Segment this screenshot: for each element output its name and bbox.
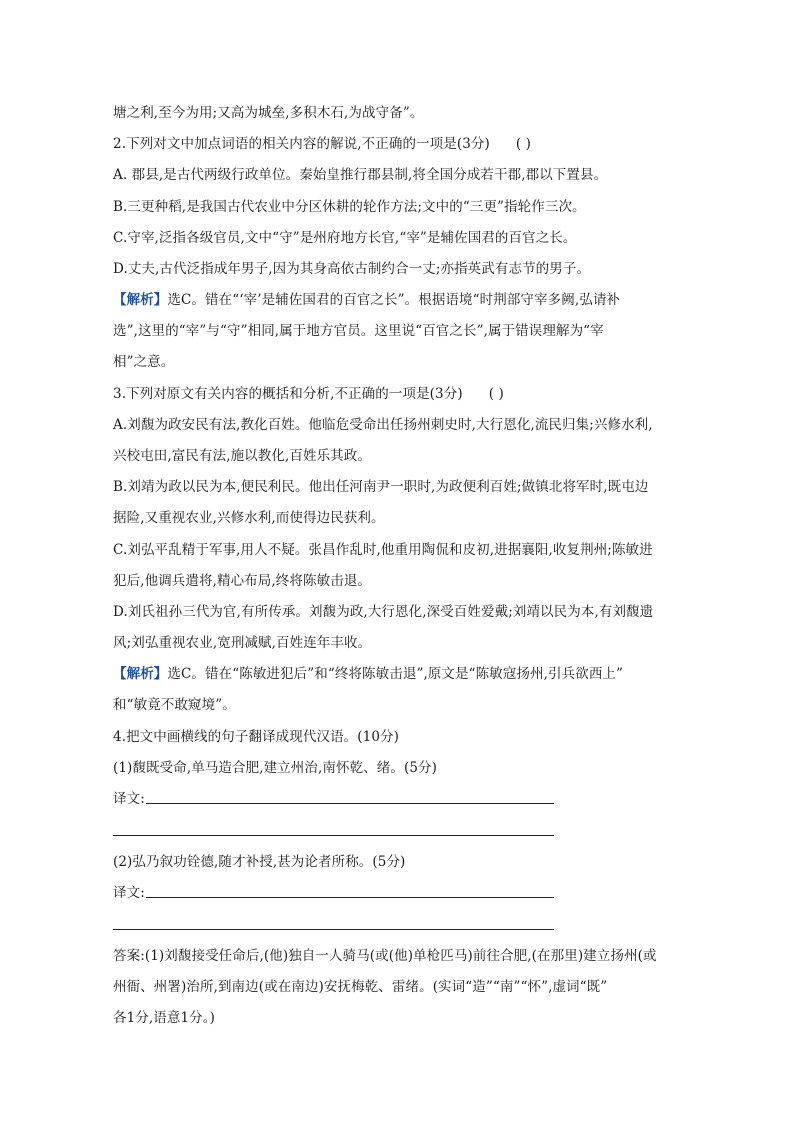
option-b: B.三更种稻,是我国古代农业中分区休耕的轮作方法;文中的“三更”指轮作三次。 bbox=[113, 199, 586, 215]
analysis-line: 【解析】选C。错在“‘宰’是辅佐国君的百官之长”。根据语境“时荆部守宰多阙,弘请补 bbox=[113, 292, 621, 308]
sub-question-1: (1)馥既受命,单马造合肥,建立州治,南怀乾、绪。(5分) bbox=[113, 760, 438, 776]
analysis-tag: 【解析】 bbox=[113, 292, 168, 308]
answer-line: 各1分,语意1分。) bbox=[113, 1010, 215, 1026]
answer-line: 答案:(1)刘馥接受任命后,(他)独自一人骑马(或(他)单枪匹马)前往合肥,(在那里)建立扬州(或 bbox=[113, 948, 657, 964]
option-d-cont: 风;刘弘重视农业,宽刑减赋,百姓连年丰收。 bbox=[113, 635, 372, 651]
translation-label: 译文: bbox=[113, 885, 145, 901]
sub-question-2: (2)弘乃叙功铨德,随才补授,甚为论者所称。(5分) bbox=[113, 854, 406, 870]
answer-line: 州衙、州署)治所,到南边(或在南边)安抚梅乾、雷绪。(实词“造”“南”“怀”,虚词“既” bbox=[113, 979, 608, 995]
option-b-cont: 据险,又重视农业,兴修水利,而使得边民获利。 bbox=[113, 510, 385, 526]
option-a: A. 郡县,是古代两级行政单位。秦始皇推行郡县制,将全国分成若干郡,郡以下置县。 bbox=[113, 167, 608, 183]
option-c: C.刘弘平乱精于军事,用人不疑。张昌作乱时,他重用陶侃和皮初,进据襄阳,收复荆州;陈敏进 bbox=[113, 542, 653, 558]
question-2-stem: 2.下列对文中加点词语的相关内容的解说,不正确的一项是(3分) ( ) bbox=[113, 136, 532, 152]
analysis-line: 选”,这里的“宰”与“守”相同,属于地方官员。这里说“百官之长”,属于错误理解为“宰 bbox=[113, 323, 604, 339]
option-c: C.守宰,泛指各级官员,文中“守”是州府地方长官,“宰”是辅佐国君的百官之长。 bbox=[113, 230, 577, 246]
option-d: D.丈夫,古代泛指成年男子,因为其身高依古制约合一丈;亦指英武有志节的男子。 bbox=[113, 261, 591, 277]
answer-blank[interactable] bbox=[146, 803, 554, 804]
answer-blank[interactable] bbox=[113, 835, 554, 836]
option-a: A.刘馥为政安民有法,教化百姓。他临危受命出任扬州刺史时,大行恩化,流民归集;兴修水利, bbox=[113, 417, 653, 433]
question-4-stem: 4.把文中画横线的句子翻译成现代汉语。(10分) bbox=[113, 729, 399, 745]
option-c-cont: 犯后,他调兵遣将,精心布局,终将陈敏击退。 bbox=[113, 573, 371, 589]
analysis-line: 和“敏竟不敢窥境”。 bbox=[113, 697, 236, 713]
answer-blank[interactable] bbox=[113, 929, 554, 930]
analysis-tag: 【解析】 bbox=[113, 666, 168, 682]
analysis-line: 【解析】选C。错在“陈敏进犯后”和“终将陈敏击退”,原文是“陈敏寇扬州,引兵欲西上” bbox=[113, 666, 624, 682]
option-d: D.刘氏祖孙三代为官,有所传承。刘馥为政,大行恩化,深受百姓爱戴;刘靖以民为本,有刘馥遗 bbox=[113, 604, 654, 620]
answer-blank[interactable] bbox=[146, 897, 554, 898]
option-a-cont: 兴校屯田,富民有法,施以教化,百姓乐其政。 bbox=[113, 448, 371, 464]
option-b: B.刘靖为政以民为本,便民利民。他出任河南尹一职时,为政便利百姓;做镇北将军时,既屯边 bbox=[113, 479, 649, 495]
text-line: 塘之利,至今为用;又高为城垒,多积木石,为战守备”。 bbox=[113, 105, 424, 121]
translation-label: 译文: bbox=[113, 791, 145, 807]
analysis-line: 相”之意。 bbox=[113, 354, 175, 370]
question-3-stem: 3.下列对原文有关内容的概括和分析,不正确的一项是(3分) ( ) bbox=[113, 386, 504, 402]
